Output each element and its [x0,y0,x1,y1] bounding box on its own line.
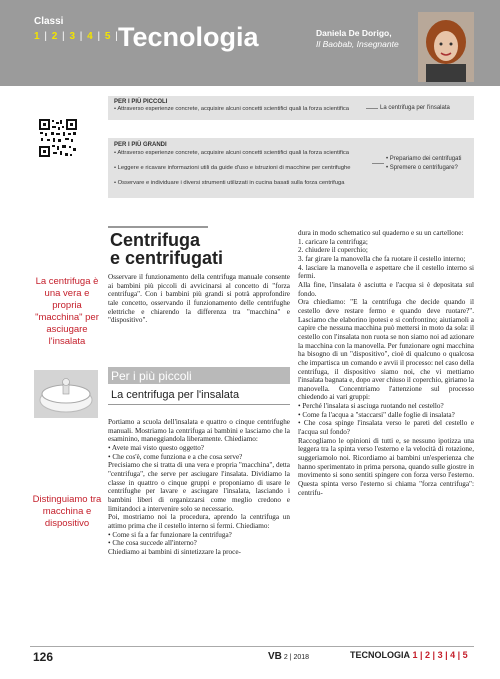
article-title [110,231,223,267]
bullet-item: • Come fa l'acqua a "staccarsi" dalle foglie di insalata? [298,410,455,419]
paragraph: Osservare il funzionamento della centrifuga manuale consente ai bambini più piccoli di avvicinarsi al concetto di "forza centrifuga". Con i bambini più grandi si potrà approfondire tale concetto, osservando il funzionamento delle centrifughe elettriche e chiarendo la differenza tra "macchina" e "dispositivo". [108,273,290,325]
issue-number: 2 | 2018 [283,654,310,661]
magazine-logo: VB [268,651,282,662]
section-title: Tecnologia [118,22,259,52]
page-header [0,0,500,86]
objectives-item: • Leggere e ricavare informazioni utili da guide d'uso e istruzioni di macchine per centrifughe [114,165,351,171]
article-intro [108,273,290,325]
objectives-heading: PER I PIÙ PICCOLI [114,99,168,105]
objectives-grandi-box [108,138,474,198]
sidebar-quote: La centrifuga è una vera e propria "macchina" per asciugare l'insalata [35,276,99,347]
classi-number: 4 [87,31,94,42]
classi-numbers: 1 | 2 | 3 | 4 | 5 | [34,31,119,42]
section-subtitle: La centrifuga per l'insalata [111,389,240,401]
connector-line [372,163,384,164]
classi-label: Classi [34,16,64,27]
footer-classes: 1 | 2 | 3 | 4 | 5 [412,650,468,660]
classi-number: 5 [104,31,112,42]
article-title-line: e centrifugati [110,248,224,268]
paragraph: Raccogliamo le opinioni di tutti e, se nessuno ipotizza una leggera tra la spinta verso l'esterno e la velocità di rotazione, suggeriamolo noi. Ricordiamo ai bambini un'esperienza che hanno sperimentato in prima persona, quando sulle giostre in movimento si sono sentiti spingere con forza verso l'esterno. Questa spinta verso l'esterno si chiama "forza centrifuga": centrifu- [298,436,474,497]
activity-label: La centrifuga per l'insalata [380,105,450,111]
footer-brand-name: TECNOLOGIA [350,650,410,660]
issue-info [268,651,309,662]
author-name: Daniela De Dorigo, [316,28,392,38]
sidebar-quote: Distinguiamo tra macchina e dispositivo [32,494,102,529]
paragraph: Chiediamo ai bambini di sintetizzare la proce- [108,547,241,556]
paragraph: Alla fine, l'insalata è asciutta e l'acqua si è depositata sul fondo. [298,280,474,298]
paragraph: Poi, mostriamo noi la procedura, aprendo la centrifuga un attimo prima che il cestello interno si fermi. Chiediamo: [108,513,290,530]
paragraph: Portiamo a scuola dell'insalata e quattro o cinque centrifughe manuali. Mostriamo la centrifuga ai bambini e lasciamo che la esaminino, maneggiandola liberamente. Chiediamo: [108,418,290,444]
author-credit [316,28,399,50]
bullet-item: • Avete mai visto questo oggetto? [108,443,205,452]
author-photo [418,12,474,82]
qr-code-icon [38,118,78,158]
list-item: 4. lasciare la manovella e aspettare che il cestello interno si fermi. [298,263,474,281]
section-divider [108,404,290,405]
connector-line [366,108,378,109]
bullet-item: • Perché l'insalata si asciuga ruotando nel cestello? [298,402,444,411]
paragraph: dura in modo schematico sul quaderno e su un cartellone: [298,229,464,237]
objectives-heading: PER I PIÙ GRANDI [114,142,167,148]
objectives-item: • Osservare e individuare i diversi strumenti utilizzati in cucina basati sulla forza centrifuga [114,180,345,186]
classi-number: 3 [69,31,76,42]
footer-brand [350,650,468,660]
footer-divider [30,646,474,647]
list-item: 3. far girare la manovella che fa ruotare il cestello interno; [298,254,466,263]
classi-number: 1 [34,31,41,42]
title-divider [108,226,208,228]
list-item: 1. caricare la centrifuga; [298,237,368,246]
classi-selector [34,16,119,42]
paragraph: Precisiamo che si tratta di una vera e propria "macchina", detta "centrifuga", che serve per asciugare l'insalata. Dividiamo la classe in quattro o cinque gruppi e proponiamo di usare le centrifughe per lavare e asciugare l'insalata, lasciando i bambini liberi di organizzarsi come meglio credono e limitandoci a intervenire solo se necessario. [108,461,290,513]
list-item: 2. chiudere il coperchio; [298,246,368,255]
article-column-1 [108,418,290,557]
objectives-item: • Attraverso esperienze concrete, acquisire alcuni concetti scientifici quali la forza scientifica [114,150,349,156]
article-column-2 [298,229,474,497]
salad-spinner-image [34,370,98,418]
author-role: Il Baobab, Insegnante [316,39,399,49]
page-number: 126 [33,650,54,664]
objectives-text: • Attraverso esperienze concrete, acquisire alcuni concetti scientifici quali la forza scientifica [114,106,349,112]
bullet-item: • Che cos'è, come funziona e a che cosa serve? [108,452,243,461]
section-header [108,367,290,409]
activity-label: • Prepariamo dei centrifugati [386,156,462,162]
bullet-item: • Che cosa succede all'interno? [108,539,197,548]
bullet-item: • Che cosa spinge l'insalata verso le pareti del cestello e l'acqua sul fondo? [298,419,474,437]
section-label: Per i più piccoli [111,369,192,383]
objectives-piccoli-box [108,96,474,120]
activity-label: • Spremere o centrifugare? [386,165,458,171]
paragraph: Ora chiediamo: "E la centrifuga che decide quando il cestello deve restare fermo e quando deve ruotare?". Lasciamo che elaborino ipotesi e si confrontino; aiutiamoli a capire che nessuna macchina può mettersi in moto da sola: il cestello con l'insalata non ruota se non siamo noi ad azionare la macchina con la manovella. Per funzionare ogni macchina ha bisogno di un "dispositivo", cioè di qualcuno o qualcosa che impartisca un comando e avvii il processo: nel caso della centrifuga, il dispositivo siamo noi, che vi mettiamo l'insalata bagnata e, dopo aver chiuso il coperchio, giriamo la manovella. Concentriamo l'attenzione sul processo chiedendo ai vari gruppi: [298,298,474,402]
bullet-item: • Come si fa a far funzionare la centrifuga? [108,530,232,539]
article-title-line: Centrifuga [110,230,200,250]
classi-number: 2 [51,31,59,42]
